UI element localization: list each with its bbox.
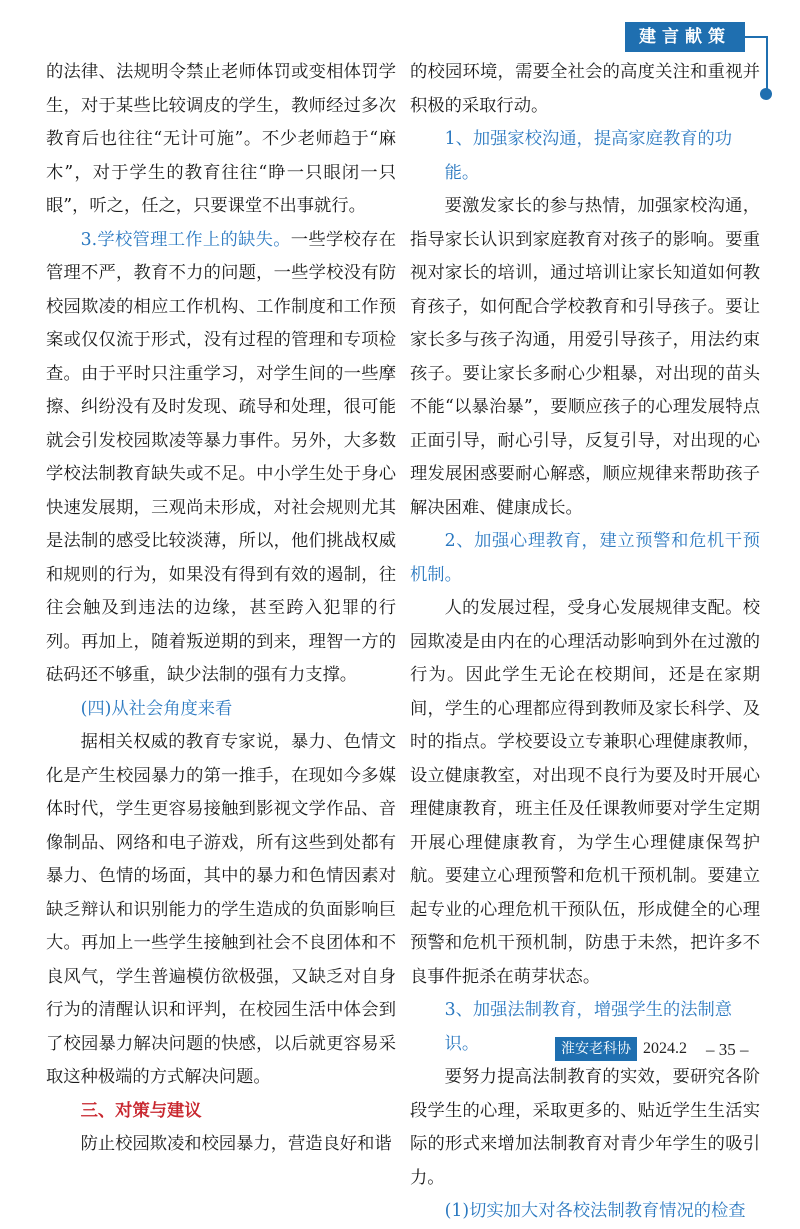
- tag-dot: [760, 88, 772, 100]
- left-paragraph-1: 的法律、法规明令禁止老师体罚或变相体罚学生，对于某些比较调皮的学生，教师经过多次教育后也往往“无计可施”。不少老师趋于“麻木”，对于学生的教育往往“睁一只眼闭一只眼”，听之，任之，只要课堂不出事就行。: [46, 62, 396, 216]
- subheading-home-school: 1、加强家校沟通，提高家庭教育的功能。: [444, 129, 733, 183]
- journal-name: 淮安老科协: [555, 1037, 637, 1061]
- left-column: [46, 56, 396, 1162]
- issue-number: 2024.2: [643, 1040, 687, 1057]
- right-paragraph-1: 的校园环境，需要全社会的高度关注和重视并积极的采取行动。: [410, 62, 760, 116]
- page-number: – 35 –: [706, 1040, 749, 1059]
- left-paragraph-2-body: 一些学校存在管理不严，教育不力的问题，一些学校没有防校园欺凌的相应工作机构、工作制度和工作预案或仅仅流于形式，没有过程的管理和专项检查。由于平时只注重学习，对学生间的一些摩擦、纠纷没有及时发现、疏导和处理，很可能就会引发校园欺凌等暴力事件。另外，大多数学校法制教育缺失或不足。中小学生处于身心快速发展期，三观尚未形成，对社会规则尤其是法制的感受比较淡薄，所以，他们挑战权威和规则的行为，如果没有得到有效的遏制，往往会触及到违法的边缘，甚至跨入犯罪的行列。再加上，随着叛逆期的到来，理智一方的砝码还不够重，缺少法制的强有力支撑。: [46, 229, 396, 685]
- tag-vertical-line: [766, 36, 768, 90]
- right-paragraph-3: 人的发展过程，受身心发展规律支配。校园欺凌是由内在的心理活动影响到外在过激的行为。因此学生无论在校期间，还是在家期间，学生的心理都应得到教师及家长科学、及时的指点。学校要设立专兼职心理健康教师，设立健康教室，对出现不良行为要及时开展心理健康教育，班主任及任课教师要对学生定期开展心理健康教育，为学生心理健康保驾护航。要建立心理预警和危机干预机制。要建立起专业的心理危机干预队伍，形成健全的心理预警和危机干预机制，防患于未然，把许多不良事件扼杀在萌芽状态。: [410, 598, 760, 987]
- subheading-psychological-education: 2、加强心理教育，建立预警和危机干预机制。: [410, 531, 760, 585]
- left-paragraph-4: 防止校园欺凌和校园暴力，营造良好和谐: [80, 1134, 392, 1154]
- subheading-school-management: 3.学校管理工作上的缺失。: [80, 229, 291, 250]
- subheading-legal-education: 3、加强法制教育，增强学生的法制意识。: [444, 1000, 733, 1054]
- section-heading-countermeasures: 三、对策与建议: [80, 1100, 202, 1121]
- subheading-social-perspective: (四)从社会角度来看: [80, 698, 233, 719]
- right-paragraph-4: 要努力提高法制教育的实效，要研究各阶段学生的心理，采取更多的、贴近学生生活实际的形式来增加法制教育对青少年学生的吸引力。: [410, 1067, 760, 1188]
- tag-connector-line: [745, 36, 767, 38]
- section-tag: 建言献策: [625, 22, 745, 52]
- subheading-inspection: (1)切实加大对各校法制教育情况的检查: [444, 1201, 746, 1221]
- footer: [555, 1037, 687, 1061]
- left-paragraph-2: [46, 224, 396, 693]
- left-paragraph-3: 据相关权威的教育专家说，暴力、色情文化是产生校园暴力的第一推手，在现如今多媒体时代，学生更容易接触到影视文学作品、音像制品、网络和电子游戏，所有这些到处都有暴力、色情的场面，其中的暴力和色情因素对缺乏辩认和识别能力的学生造成的负面影响巨大。再加上一些学生接触到社会不良团体和不良风气，学生普遍模仿欲极强，又缺乏对自身行为的清醒认识和评判，在校园生活中体会到了校园暴力解决问题的快感，以后就更容易采取这种极端的方式解决问题。: [46, 732, 396, 1087]
- right-paragraph-2: 要激发家长的参与热情，加强家校沟通，指导家长认识到家庭教育对孩子的影响。要重视对家长的培训，通过培训让家长知道如何教育孩子，如何配合学校教育和引导孩子。要让家长多与孩子沟通，用爱引导孩子，用法约束孩子。要让家长多耐心少粗暴，对出现的苗头不能“以暴治暴”，要顺应孩子的心理发展特点正面引导，耐心引导，反复引导，对出现的心理发展困惑要耐心解惑，顺应规律来帮助孩子解决困难、健康成长。: [410, 196, 760, 518]
